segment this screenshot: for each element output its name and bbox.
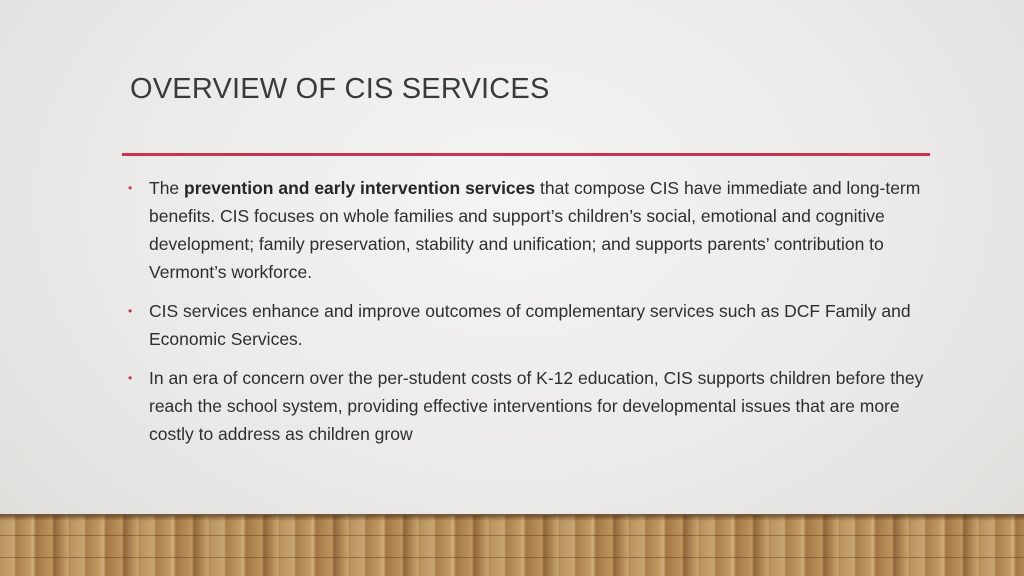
bullet-text-prefix: The [149, 178, 185, 198]
bullet-item [128, 174, 928, 286]
bullet-item [128, 364, 928, 448]
bullet-text: CIS services enhance and improve outcomes of complementary services such as DCF Family and Economic Services. [149, 301, 911, 349]
floor-plank-seam [0, 557, 1024, 558]
bullet-text-suffix: that compose CIS have immediate and long-term benefits. CIS focuses on whole families and support’s children’s social, emotional and cognitive development; family preservation, stability and unification; and supports parents’ contribution to Vermont’s workforce. [149, 178, 921, 282]
title-divider [122, 153, 930, 156]
bullet-item [128, 297, 928, 353]
bullet-text-bold: prevention and early intervention services [184, 178, 536, 198]
bullet-list [128, 174, 928, 459]
bullet-text: In an era of concern over the per-student costs of K-12 education, CIS supports children before they reach the school system, providing effective interventions for developmental issues that are more costly to address as children grow [149, 368, 924, 444]
bullet-icon: • [128, 181, 133, 195]
bullet-icon: • [128, 371, 133, 385]
wood-floor-decoration [0, 514, 1024, 576]
bullet-icon: • [128, 304, 133, 318]
slide-title: OVERVIEW OF CIS SERVICES [130, 73, 550, 105]
floor-plank-seam [0, 535, 1024, 536]
